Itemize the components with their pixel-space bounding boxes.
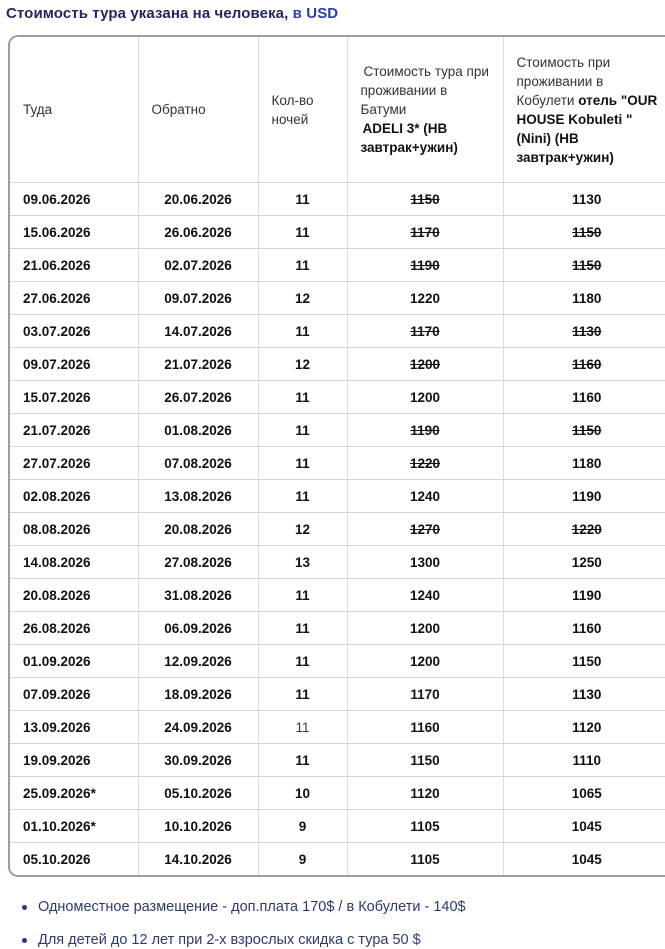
price-batumi-value: 1270 — [409, 521, 441, 537]
nights-cell — [258, 381, 347, 414]
price-batumi-value: 1105 — [410, 851, 440, 867]
note-single-room — [22, 898, 665, 917]
nights-value: 11 — [295, 257, 310, 273]
price-kobuleti-cell — [503, 447, 665, 480]
price-batumi-value: 1190 — [410, 257, 440, 273]
nights-cell — [258, 480, 347, 513]
nights-value: 13 — [294, 554, 311, 570]
price-kobuleti-cell — [503, 711, 665, 744]
price-kobuleti-cell — [503, 183, 665, 216]
price-kobuleti-cell — [503, 249, 665, 282]
price-batumi-cell — [347, 414, 503, 447]
nights-cell — [258, 183, 347, 216]
price-kobuleti-cell — [503, 381, 665, 414]
nights-value: 11 — [295, 323, 310, 339]
price-batumi-cell — [347, 249, 503, 282]
return-date-cell: 05.10.2026 — [138, 777, 258, 810]
price-batumi-value: 1170 — [410, 323, 440, 339]
nights-cell — [258, 612, 347, 645]
price-kobuleti-value: 1065 — [571, 785, 602, 801]
return-date-cell: 14.07.2026 — [138, 315, 258, 348]
header-nights — [258, 37, 347, 183]
bullet-icon — [22, 905, 27, 910]
price-batumi-cell — [347, 711, 503, 744]
nights-value: 11 — [295, 488, 310, 504]
table-row — [10, 216, 665, 249]
nights-cell — [258, 777, 347, 810]
nights-value: 11 — [295, 752, 310, 768]
price-kobuleti-value: 1150 — [572, 257, 602, 273]
return-date-cell: 14.10.2026 — [138, 843, 258, 876]
price-kobuleti-value: 1045 — [571, 818, 602, 834]
nights-cell — [258, 810, 347, 843]
price-kobuleti-value: 1180 — [572, 455, 602, 471]
price-batumi-value: 1240 — [409, 488, 441, 504]
return-date-cell: 24.09.2026 — [138, 711, 258, 744]
nights-value: 12 — [294, 290, 311, 306]
return-date-cell: 20.08.2026 — [138, 513, 258, 546]
nights-cell — [258, 249, 347, 282]
price-kobuleti-value: 1160 — [572, 620, 602, 636]
nights-cell — [258, 447, 347, 480]
price-batumi-cell — [347, 315, 503, 348]
price-batumi-cell — [347, 810, 503, 843]
price-batumi-cell — [347, 843, 503, 876]
price-batumi-cell — [347, 447, 503, 480]
note-single-room-text: Одноместное размещение - доп.плата 170$ / в Кобулети - 140$ — [38, 899, 466, 915]
nights-value: 11 — [295, 389, 310, 405]
table-row — [10, 348, 665, 381]
return-date-cell: 27.08.2026 — [138, 546, 258, 579]
depart-date-cell: 15.06.2026 — [10, 216, 138, 249]
price-kobuleti-cell — [503, 843, 665, 876]
price-kobuleti-value: 1150 — [572, 422, 602, 438]
price-kobuleti-cell — [503, 678, 665, 711]
return-date-cell: 26.06.2026 — [138, 216, 258, 249]
depart-date-cell: 21.07.2026 — [10, 414, 138, 447]
header-return — [138, 37, 258, 183]
price-batumi-cell — [347, 381, 503, 414]
price-kobuleti-cell — [503, 216, 665, 249]
table-row — [10, 612, 665, 645]
price-batumi-value: 1150 — [410, 191, 440, 207]
price-batumi-value: 1105 — [410, 818, 440, 834]
nights-value: 11 — [295, 587, 310, 603]
depart-date-cell: 15.07.2026 — [10, 381, 138, 414]
header-kobuleti-normal: Стоимость при проживании в Кобулети — [516, 54, 611, 108]
depart-date-cell: 26.08.2026 — [10, 612, 138, 645]
nights-cell — [258, 843, 347, 876]
page-title-main: Стоимость тура указана на человека, — [6, 5, 289, 22]
table-row — [10, 579, 665, 612]
return-date-cell: 26.07.2026 — [138, 381, 258, 414]
price-batumi-value: 1170 — [410, 224, 440, 240]
nights-cell — [258, 711, 347, 744]
nights-cell — [258, 315, 347, 348]
price-kobuleti-value: 1160 — [572, 389, 602, 405]
price-batumi-value: 1200 — [409, 389, 441, 405]
table-row — [10, 414, 665, 447]
return-date-cell: 09.07.2026 — [138, 282, 258, 315]
depart-date-cell: 08.08.2026 — [10, 513, 138, 546]
return-date-cell: 12.09.2026 — [138, 645, 258, 678]
nights-cell — [258, 513, 347, 546]
price-kobuleti-value: 1120 — [572, 719, 602, 735]
table-row — [10, 810, 665, 843]
price-kobuleti-value: 1150 — [572, 224, 602, 240]
price-kobuleti-cell — [503, 282, 665, 315]
nights-value: 11 — [295, 686, 310, 702]
price-batumi-cell — [347, 546, 503, 579]
price-batumi-value: 1200 — [409, 356, 441, 372]
nights-cell — [258, 414, 347, 447]
return-date-cell: 31.08.2026 — [138, 579, 258, 612]
table-header-row — [10, 37, 665, 183]
depart-date-cell: 09.06.2026 — [10, 183, 138, 216]
depart-date-cell: 13.09.2026 — [10, 711, 138, 744]
price-kobuleti-cell — [503, 546, 665, 579]
price-batumi-value: 1150 — [410, 752, 440, 768]
price-batumi-cell — [347, 744, 503, 777]
price-batumi-value: 1160 — [410, 719, 440, 735]
note-children-discount — [22, 931, 665, 949]
table-row — [10, 744, 665, 777]
price-batumi-cell — [347, 183, 503, 216]
price-batumi-value: 1200 — [409, 653, 441, 669]
depart-date-cell: 21.06.2026 — [10, 249, 138, 282]
nights-cell — [258, 645, 347, 678]
return-date-cell: 21.07.2026 — [138, 348, 258, 381]
price-kobuleti-value: 1250 — [571, 554, 602, 570]
price-kobuleti-value: 1045 — [571, 851, 602, 867]
depart-date-cell: 25.09.2026* — [10, 777, 138, 810]
return-date-cell: 01.08.2026 — [138, 414, 258, 447]
page-title — [0, 0, 665, 22]
price-kobuleti-value: 1220 — [571, 521, 602, 537]
price-batumi-value: 1120 — [410, 785, 440, 801]
depart-date-cell: 01.09.2026 — [10, 645, 138, 678]
depart-date-cell: 03.07.2026 — [10, 315, 138, 348]
depart-date-cell: 20.08.2026 — [10, 579, 138, 612]
note-children-discount-text: Для детей до 12 лет при 2-х взрослых скидка с тура 50 $ — [38, 932, 421, 948]
depart-date-cell: 02.08.2026 — [10, 480, 138, 513]
notes-list — [0, 898, 665, 949]
depart-date-cell: 14.08.2026 — [10, 546, 138, 579]
price-batumi-cell — [347, 480, 503, 513]
page-title-currency: в USD — [292, 5, 339, 22]
nights-value: 11 — [295, 620, 310, 636]
return-date-cell: 02.07.2026 — [138, 249, 258, 282]
return-date-cell: 13.08.2026 — [138, 480, 258, 513]
price-kobuleti-value: 1180 — [572, 290, 602, 306]
header-price-batumi — [347, 37, 503, 183]
price-batumi-cell — [347, 777, 503, 810]
depart-date-cell: 05.10.2026 — [10, 843, 138, 876]
table-row — [10, 381, 665, 414]
nights-cell — [258, 744, 347, 777]
table-row — [10, 447, 665, 480]
price-kobuleti-value: 1130 — [572, 323, 602, 339]
nights-value: 11 — [295, 191, 310, 207]
price-kobuleti-cell — [503, 414, 665, 447]
table-row — [10, 282, 665, 315]
table-row — [10, 777, 665, 810]
depart-date-cell: 27.07.2026 — [10, 447, 138, 480]
price-batumi-cell — [347, 348, 503, 381]
price-batumi-cell — [347, 216, 503, 249]
nights-value: 11 — [295, 422, 310, 438]
price-kobuleti-cell — [503, 513, 665, 546]
price-kobuleti-cell — [503, 480, 665, 513]
table-row — [10, 645, 665, 678]
nights-value: 12 — [294, 356, 311, 372]
header-depart — [10, 37, 138, 183]
price-kobuleti-value: 1130 — [572, 686, 602, 702]
return-date-cell: 10.10.2026 — [138, 810, 258, 843]
price-batumi-value: 1300 — [409, 554, 441, 570]
price-kobuleti-value: 1190 — [572, 488, 602, 504]
depart-date-cell: 19.09.2026 — [10, 744, 138, 777]
nights-value: 12 — [294, 521, 311, 537]
header-depart-label: Туда — [23, 102, 53, 117]
header-batumi-hotel: ADELI 3* (HB завтрак+ужин) — [360, 121, 458, 155]
return-date-cell: 07.08.2026 — [138, 447, 258, 480]
price-table-container — [8, 35, 665, 877]
depart-date-cell: 09.07.2026 — [10, 348, 138, 381]
header-price-kobuleti — [503, 37, 665, 183]
table-row — [10, 678, 665, 711]
tour-price-table — [10, 37, 665, 875]
nights-value: 11 — [295, 224, 310, 240]
table-row — [10, 546, 665, 579]
price-batumi-value: 1170 — [410, 686, 440, 702]
price-batumi-value: 1200 — [409, 620, 441, 636]
header-batumi-normal: Стоимость тура при проживании в Батуми — [360, 64, 489, 117]
price-kobuleti-value: 1130 — [572, 191, 602, 207]
price-batumi-cell — [347, 678, 503, 711]
price-kobuleti-cell — [503, 315, 665, 348]
price-kobuleti-cell — [503, 744, 665, 777]
return-date-cell: 06.09.2026 — [138, 612, 258, 645]
price-kobuleti-value: 1190 — [572, 587, 602, 603]
return-date-cell: 30.09.2026 — [138, 744, 258, 777]
price-kobuleti-value: 1150 — [572, 653, 602, 669]
table-row — [10, 843, 665, 876]
price-batumi-cell — [347, 612, 503, 645]
price-batumi-cell — [347, 579, 503, 612]
price-kobuleti-value: 1110 — [572, 752, 602, 768]
price-kobuleti-cell — [503, 810, 665, 843]
price-kobuleti-cell — [503, 777, 665, 810]
table-row — [10, 183, 665, 216]
depart-date-cell: 27.06.2026 — [10, 282, 138, 315]
price-batumi-cell — [347, 282, 503, 315]
price-kobuleti-cell — [503, 579, 665, 612]
bullet-icon — [22, 938, 27, 943]
nights-cell — [258, 282, 347, 315]
return-date-cell: 20.06.2026 — [138, 183, 258, 216]
nights-value: 11 — [295, 455, 310, 471]
table-row — [10, 711, 665, 744]
nights-cell — [258, 216, 347, 249]
return-date-cell: 18.09.2026 — [138, 678, 258, 711]
price-kobuleti-cell — [503, 348, 665, 381]
price-batumi-value: 1240 — [409, 587, 441, 603]
nights-cell — [258, 579, 347, 612]
nights-value: 9 — [298, 851, 307, 867]
nights-value: 10 — [294, 785, 311, 801]
nights-cell — [258, 546, 347, 579]
nights-value: 11 — [295, 719, 310, 735]
price-kobuleti-cell — [503, 645, 665, 678]
nights-cell — [258, 348, 347, 381]
price-batumi-value: 1220 — [409, 290, 441, 306]
depart-date-cell: 07.09.2026 — [10, 678, 138, 711]
price-batumi-value: 1190 — [410, 422, 440, 438]
price-batumi-cell — [347, 645, 503, 678]
nights-value: 11 — [295, 653, 310, 669]
header-return-label: Обратно — [151, 102, 206, 117]
table-row — [10, 249, 665, 282]
nights-cell — [258, 678, 347, 711]
depart-date-cell: 01.10.2026* — [10, 810, 138, 843]
price-kobuleti-value: 1160 — [572, 356, 602, 372]
price-batumi-cell — [347, 513, 503, 546]
price-kobuleti-cell — [503, 612, 665, 645]
table-row — [10, 315, 665, 348]
table-row — [10, 513, 665, 546]
price-batumi-value: 1220 — [409, 455, 441, 471]
header-nights-label: Кол-во ночей — [271, 92, 314, 127]
nights-value: 9 — [298, 818, 307, 834]
header-kobuleti-hotel: отель "OUR HOUSE Kobuleti " (Nini) (HB завтрак+ужин) — [516, 92, 658, 165]
table-row — [10, 480, 665, 513]
